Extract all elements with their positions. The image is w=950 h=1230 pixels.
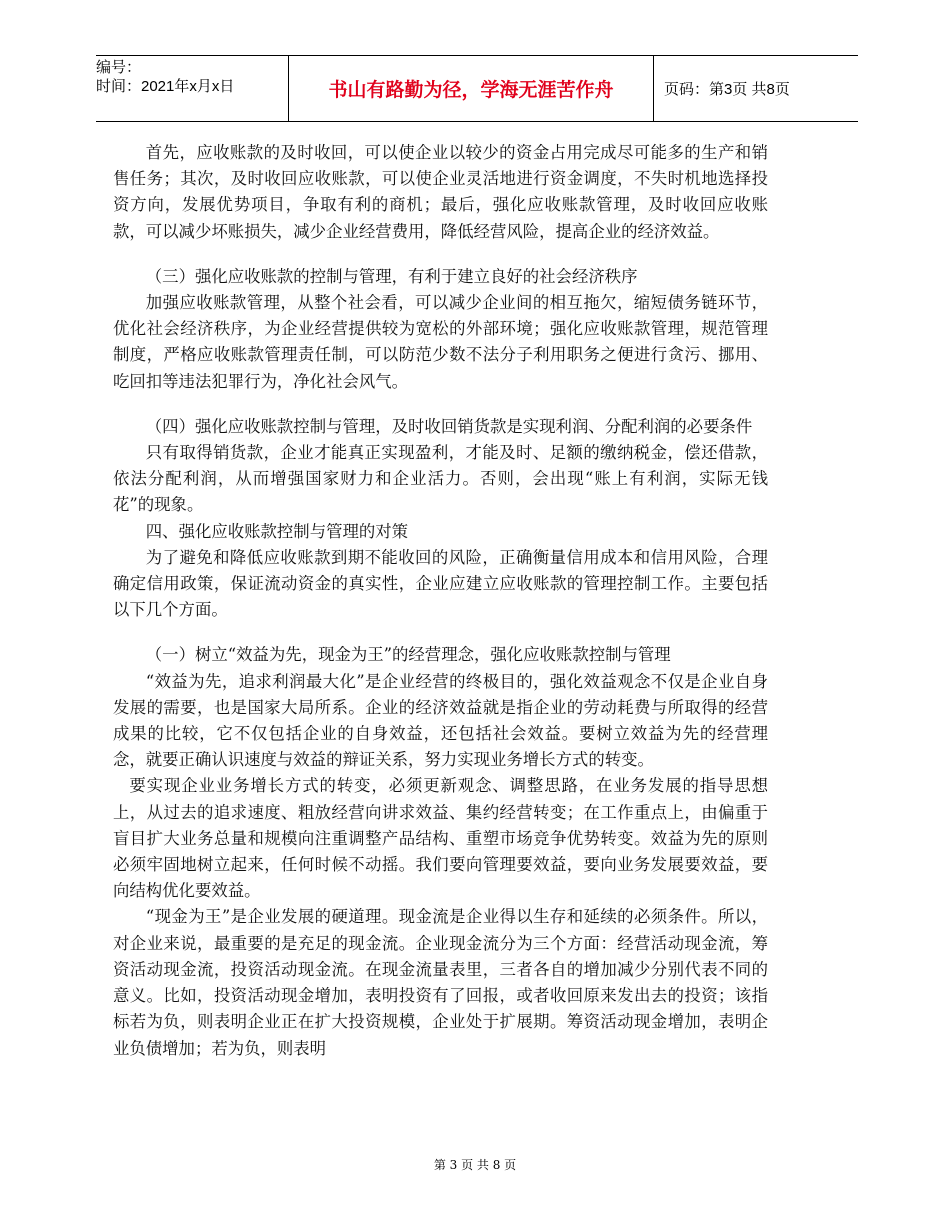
page-footer: 第 3 页 共 8 页 bbox=[433, 1158, 517, 1172]
paragraph-efficiency-first: “效益为先，追求利润最大化”是企业经营的终极目的，强化效益观念不仅是企业自身发展的需要，也是国家大局所系。企业的经济效益就是指企业的劳动耗费与所取得的经营成果的比较，它不仅包括企业的自身效益，还包括社会效益。要树立效益为先的经营理念，就要正确认识速度与效益的辩证关系，努力实现业务增长方式的转变。 bbox=[113, 671, 768, 770]
serial-label: 编号： bbox=[96, 59, 142, 76]
document-body bbox=[113, 140, 768, 1062]
chapter-heading-countermeasures: 四、强化应收账款控制与管理的对策 bbox=[145, 521, 409, 541]
header-page-info: 页码：第3页 共8页 bbox=[664, 81, 790, 98]
paragraph-cash-is-king: “现金为王”是企业发展的硬道理。现金流是企业得以生存和延续的必须条件。所以，对企业来说，最重要的是充足的现金流。企业现金流分为三个方面：经营活动现金流，筹资活动现金流，投资活动现金流。在现金流量表里，三者各自的增加减少分别代表不同的意义。比如，投资活动现金增加，表明投资有了回报，或者收回原来发出去的投资；该指标若为负，则表明企业正在扩大投资规模，企业处于扩展期。筹资活动现金增加，表明企业负债增加；若为负，则表明 bbox=[113, 907, 768, 1058]
paragraph-countermeasures-intro: 为了避免和降低应收账款到期不能收回的风险，正确衡量信用成本和信用风险，合理确定信用政策，保证流动资金的真实性，企业应建立应收账款的管理控制工作。主要包括以下几个方面。 bbox=[113, 547, 768, 620]
paragraph-social-order: 加强应收账款管理，从整个社会看，可以减少企业间的相互拖欠，缩短债务链环节，优化社会经济秩序，为企业经营提供较为宽松的外部环境；强化应收账款管理，规范管理制度，严格应收账款管理责任制，可以防范少数不法分子利用职务之便进行贪污、挪用、吃回扣等违法犯罪行为，净化社会风气。 bbox=[113, 293, 768, 391]
paragraph-receivables-benefits: 首先，应收账款的及时收回，可以使企业以较少的资金占用完成尽可能多的生产和销售任务；其次，及时收回应收账款，可以使企业灵活地进行资金调度，不失时机地选择投资方向，发展优势项目，争取有利的商机；最后，强化应收账款管理，及时收回应收账款，可以减少坏账损失，减少企业经营费用，降低经营风险，提高企业的经济效益。 bbox=[113, 143, 768, 241]
section-heading-1: （一）树立“效益为先，现金为王”的经营理念，强化应收账款控制与管理 bbox=[145, 645, 671, 665]
header-meta bbox=[96, 56, 288, 121]
page-header bbox=[96, 55, 858, 122]
section-heading-4: （四）强化应收账款控制与管理，及时收回销货款是实现利润、分配利润的必要条件 bbox=[145, 416, 753, 436]
section-heading-3: （三）强化应收账款的控制与管理，有利于建立良好的社会经济秩序 bbox=[145, 266, 638, 286]
time-label: 时间：2021年x月x日 bbox=[96, 78, 235, 95]
paragraph-sales-revenue: 只有取得销货款，企业才能真正实现盈利，才能及时、足额的缴纳税金，偿还借款，依法分配利润，从而增强国家财力和企业活力。否则，会出现“账上有利润，实际无钱花”的现象。 bbox=[113, 443, 768, 515]
header-motto: 书山有路勤为径，学海无涯苦作舟 bbox=[288, 56, 654, 121]
paragraph-growth-transformation: 要实现企业业务增长方式的转变，必须更新观念、调整思路，在业务发展的指导思想上，从过去的追求速度、粗放经营向讲求效益、集约经营转变；在工作重点上，由偏重于盲目扩大业务总量和规模向注重调整产品结构、重塑市场竞争优势转变。效益为先的原则必须牢固地树立起来，任何时候不动摇。我们要向管理要效益，要向业务发展要效益，要向结构优化要效益。 bbox=[113, 776, 768, 901]
